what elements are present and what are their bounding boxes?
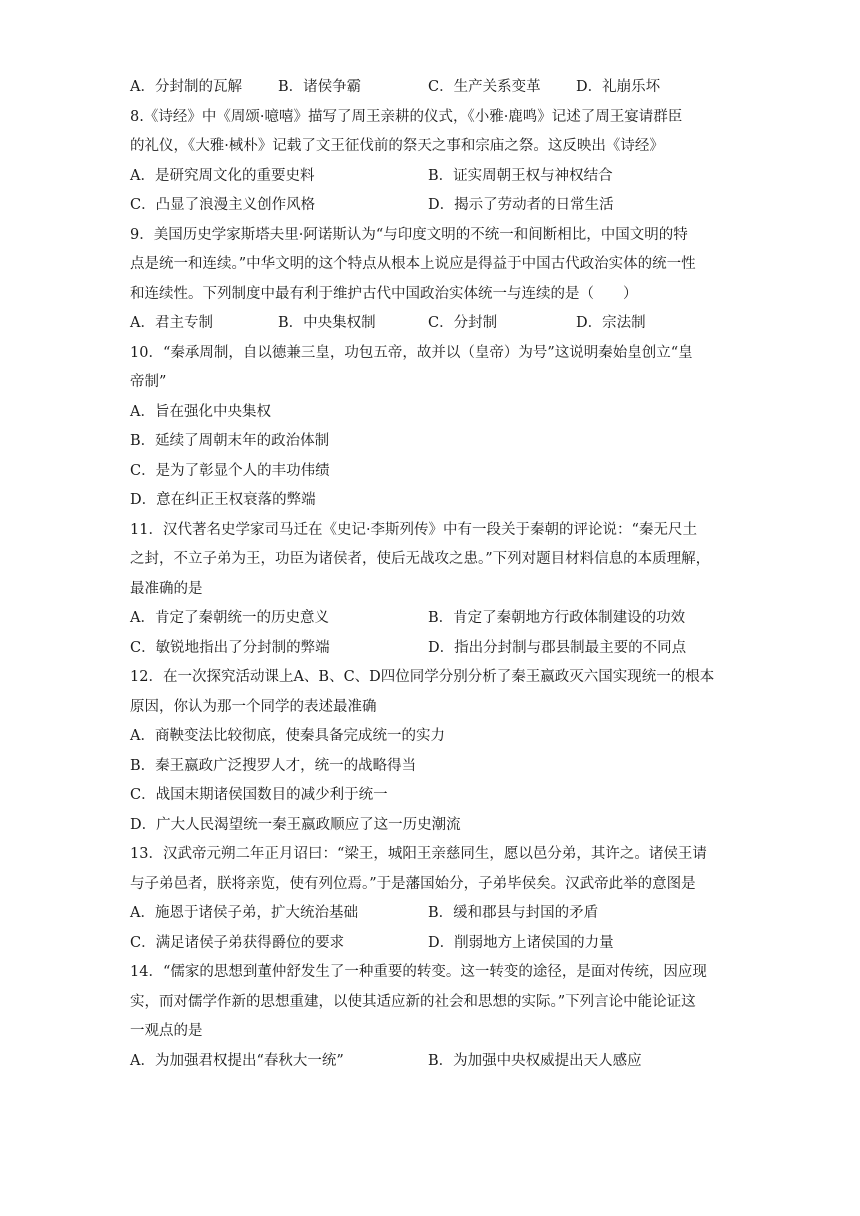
q10-option-a: A．旨在强化中央集权 [130,403,271,420]
q13-options-row-1 [130,899,732,929]
q8-options-row-1 [130,162,732,192]
q14-stem-line-3: 一观点的是 [130,1023,203,1039]
q9-option-a: A．君主专制 [130,315,213,331]
q11-option-c: C．敏锐地指出了分封制的弊端 [130,639,330,656]
q10-option-d: D．意在纠正王权衰落的弊端 [130,492,316,508]
q7-option-c: C．生产关系变革 [428,79,541,95]
q14-option-a: A．为加强君权提出“春秋大一统” [130,1052,344,1069]
q13-stem-line-1: 13．汉武帝元朔二年正月诏曰：“梁王，城阳王亲慈同生，愿以邑分弟，其许之。诸侯王请 [130,846,707,862]
q11-option-b: B．肯定了秦朝地方行政体制建设的功效 [428,610,686,626]
q11-stem-line-3: 最准确的是 [130,580,203,597]
q11-options-row-2 [130,634,732,664]
q14-option-b: B．为加强中央权威提出天人感应 [428,1052,642,1069]
q14-stem-line-1: 14．“儒家的思想到董仲舒发生了一种重要的转变。这一转变的途径，是面对传统，因应现 [130,964,707,980]
q8-option-c: C．凸显了浪漫主义创作风格 [130,197,316,213]
q12-option-a: A．商鞅变法比较彻底，使秦具备完成统一的实力 [130,728,445,744]
q9-option-c: C．分封制 [428,315,498,331]
q10-option-b: B．延续了周朝末年的政治体制 [130,433,330,449]
q7-option-d: D．礼崩乐坏 [576,79,661,95]
q12-stem-line-2: 原因，你认为那一个同学的表述最准确 [130,698,377,715]
q12-option-c: C．战国末期诸侯国数目的减少利于统一 [130,787,388,803]
q8-option-b: B．证实周朝王权与神权结合 [428,167,613,184]
q13-option-d: D．削弱地方上诸侯国的力量 [428,934,614,951]
q14-options-row-1 [130,1047,732,1077]
q9-stem-line-2: 点是统一和连续。”中华文明的这个特点从根本上说应是得益于中国古代政治实体的统一性 [130,256,696,272]
q11-stem-line-2: 之封，不立子弟为王，功臣为诸侯者，使后无战攻之患。”下列对题目材料信息的本质理解， [130,551,711,567]
q8-option-a: A．是研究周文化的重要史料 [130,167,315,184]
q9-option-d: D．宗法制 [576,315,646,331]
q11-stem-line-1: 11．汉代著名史学家司马迁在《史记·李斯列传》中有一段关于秦朝的评论说：“秦无尺土 [130,521,697,538]
q13-option-a: A．施恩于诸侯子弟，扩大统治基础 [130,905,358,921]
q14-stem-line-2: 实，而对儒学作新的思想重建，以使其适应新的社会和思想的实际。”下列言论中能论证这 [130,993,696,1010]
q13-stem-line-2: 与子弟邑者，朕将亲览，使有列位焉。”于是藩国始分，子弟毕侯矣。汉武帝此举的意图是 [130,875,696,892]
q13-options-row-2 [130,929,732,959]
q8-option-d: D．揭示了劳动者的日常生活 [428,197,614,213]
q8-stem-line-2: 的礼仪，《大雅·棫朴》记载了文王征伐前的祭天之事和宗庙之祭。这反映出《诗经》 [130,138,664,154]
q12-option-d: D．广大人民渴望统一秦王嬴政顺应了这一历史潮流 [130,816,461,833]
q10-option-c: C．是为了彰显个人的丰功伟绩 [130,462,330,479]
q11-option-a: A．肯定了秦朝统一的历史意义 [130,610,329,626]
q12-option-b: B．秦王嬴政广泛搜罗人才，统一的战略得当 [130,757,417,774]
q11-options-row-1 [130,604,732,634]
q10-stem-line-1: 10．“秦承周制，自以德兼三皇，功包五帝，故并以（皇帝）为号”这说明秦始皇创立“皇 [130,344,693,361]
question-content [130,73,732,1076]
q9-stem-line-3: 和连续性。下列制度中最有利于维护古代中国政治实体统一与连续的是（ ） [130,285,638,302]
q12-stem-line-1: 12．在一次探究活动课上A、B、C、D四位同学分别分析了秦王嬴政灭六国实现统一的根本 [130,669,715,685]
q11-option-d: D．指出分封制与郡县制最主要的不同点 [428,639,687,656]
q9-options [130,309,732,339]
q7-option-a: A．分封制的瓦解 [130,79,242,95]
q7-options [130,73,732,103]
q8-stem-line-1: 8.《诗经》中《周颂·噫嘻》描写了周王亲耕的仪式，《小雅·鹿鸣》记述了周王宴请群臣 [130,108,683,125]
q13-option-c: C．满足诸侯子弟获得爵位的要求 [130,934,345,951]
q7-option-b: B．诸侯争霸 [278,79,362,95]
q8-options-row-2 [130,191,732,221]
q9-option-b: B．中央集权制 [278,315,376,331]
q10-stem-line-2: 帝制” [130,374,167,390]
q9-stem-line-1: 9．美国历史学家斯塔夫里·阿诺斯认为“与印度文明的不统一和间断相比，中国文明的特 [130,226,688,243]
q13-option-b: B．缓和郡县与封国的矛盾 [428,905,599,921]
